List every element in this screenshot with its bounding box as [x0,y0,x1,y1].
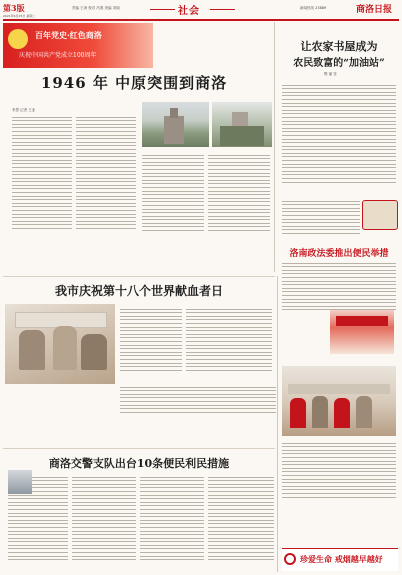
lead-photo-left [142,102,209,147]
section-deco-left [150,9,175,10]
banner-title: 百年党史·红色商洛 [35,30,102,40]
bottom-banner [282,548,398,571]
traffic-text-col4 [208,474,274,563]
brief-text [282,260,396,313]
blood-text-col3 [120,384,276,415]
bottom-banner-text: 珍爱生命 戒烟越早越好 [300,555,383,564]
lead-text-col2 [76,114,136,232]
blood-text-col1 [120,306,182,373]
right-lower-text [282,440,396,500]
section-rule-lower [3,448,275,449]
right-headline-line2: 农民致富的“加油站” [293,58,385,69]
banner-subtitle: 庆祝中国共产党成立100周年 [19,52,97,59]
blood-photo [5,304,115,384]
section-deco-right [210,9,235,10]
party-emblem-icon [8,29,28,49]
blood-photo-crowd [282,366,396,436]
hotline: 新闻热线 23889 [300,6,327,10]
lead-text-col4 [208,152,270,234]
date-line: 2021年6月15日 星期二 [3,14,36,18]
right-headline-line1: 让农家书屋成为 [300,40,378,53]
traffic-text-col2 [72,474,136,563]
right-text-col [282,82,396,185]
right-emblem-icon [362,200,398,230]
party-banner [3,23,153,68]
right-text-narrow [282,198,360,237]
no-smoking-icon [284,553,296,565]
brief-photo [330,310,394,354]
traffic-headline: 商洛交警支队出台10条便民利民措施 [48,457,230,470]
right-byline: 樊 丽 莹 [324,72,337,76]
lead-byline: 李思 记者 王亚 [12,108,36,112]
paper-logo: 商洛日报 [356,5,393,15]
masthead-rule [3,19,399,21]
traffic-text-col3 [140,474,204,563]
lead-text-col1 [12,114,72,232]
lead-headline: 1946 年 中原突围到商洛 [40,74,228,92]
traffic-photo [8,470,32,494]
blood-text-col2 [186,306,272,373]
section-title: 社会 [178,6,200,17]
editor-line: 责编 王涛 校对 冯燕 美编 刘丽 [72,6,120,10]
lead-text-col3 [142,152,204,234]
page-number: 第3版 [3,3,25,13]
brief-headline: 洛南政法委推出便民举措 [289,249,389,259]
section-rule-mid [3,276,275,277]
lead-photo-right [212,102,272,147]
blood-headline: 我市庆祝第十八个世界献血者日 [54,284,223,298]
column-divider-lower [277,276,278,572]
column-divider [274,22,275,272]
